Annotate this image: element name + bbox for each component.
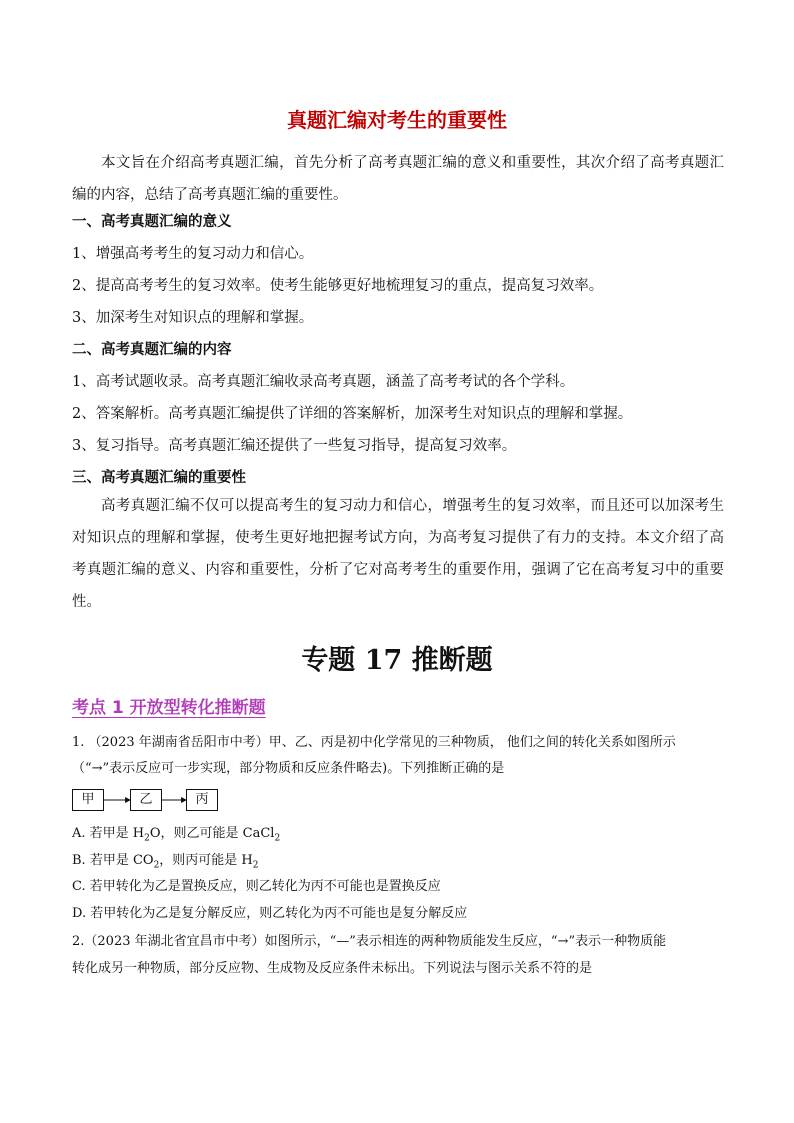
section2-item: 3、复习指导。高考真题汇编还提供了一些复习指导，提高复习效率。 — [72, 438, 517, 454]
question2-line2: 转化成另一种物质，部分反应物、生成物及反应条件未标出。下列说法与图示关系不符的是 — [72, 961, 593, 976]
section2-heading: 二、高考真题汇编的内容 — [72, 342, 232, 358]
section1-item: 1、增强高考考生的复习动力和信心。 — [72, 246, 314, 262]
section1-item: 2、提高高考考生的复习效率。使考生能够更好地梳理复习的重点，提高复习效率。 — [72, 278, 604, 294]
diagram-box-bing: 丙 — [186, 789, 218, 811]
document-title: 真题汇编对考生的重要性 — [287, 108, 507, 132]
section1-item: 3、加深考生对知识点的理解和掌握。 — [72, 310, 314, 326]
option-a: A. 若甲是 $H_2O$，则乙可能是 CaCl$_2$ — [72, 826, 281, 844]
intro-paragraph: 本文旨在介绍高考真题汇编，首先分析了高考真题汇编的意义和重要性，其次介绍了高考真题汇编的内容，总结了高考真题汇编的重要性。 — [72, 155, 724, 203]
section3-paragraph: 高考真题汇编不仅可以提高考生的复习动力和信心，增强考生的复习效率，而且还可以加深考生对知识点的理解和掌握，使考生更好地把握考试方向，为高考复习提供了有力的支持。本文介绍了高考真题汇编的意义、内容和重要性，分析了它对高考考生的重要作用，强调了它在高考复习中的重要性。 — [72, 498, 724, 610]
option-b: B. 若甲是 $CO_2$，则丙可能是 $H_2$ — [72, 853, 259, 871]
section2-item: 1、高考试题收录。高考真题汇编收录高考真题，涵盖了高考考试的各个学科。 — [72, 374, 575, 390]
question1-line2: （“→”表示反应可一步实现，部分物质和反应条件略去)。下列推断正确的是 — [72, 761, 505, 776]
option-d: D. 若甲转化为乙是复分解反应，则乙转化为丙不可能也是复分解反应 — [72, 906, 468, 921]
section2-item: 2、答案解析。高考真题汇编提供了详细的答案解析，加深考生对知识点的理解和掌握。 — [72, 406, 633, 422]
section1-heading: 一、高考真题汇编的意义 — [72, 214, 232, 230]
option-c: C. 若甲转化为乙是置换反应，则乙转化为丙不可能也是置换反应 — [72, 879, 441, 894]
diagram-box-jia: 甲 — [72, 789, 104, 811]
question1-line1: 1. （2023 年湖南省岳阳市中考）甲、乙、丙是初中化学常见的三种物质， 他们之间的转化关系如图所示 — [72, 735, 676, 750]
special-topic-title: 专题 17 推断题 — [301, 645, 493, 676]
question2-line1: 2.（2023 年湖北省宜昌市中考）如图所示，“—”表示相连的两种物质能发生反应，“→”表示一种物质能 — [72, 934, 667, 949]
diagram-box-yi: 乙 — [130, 789, 162, 811]
topic-heading: 考点 1 开放型转化推断题 — [72, 698, 266, 718]
section3-heading: 三、高考真题汇编的重要性 — [72, 470, 246, 486]
